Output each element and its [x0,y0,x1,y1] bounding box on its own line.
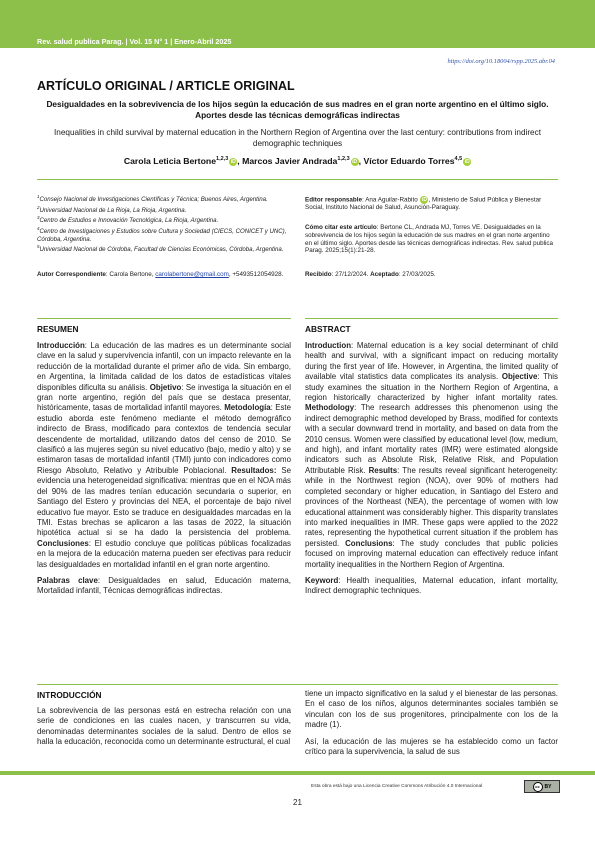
article-dates: Recibido: 27/12/2024. Aceptado: 27/03/2025. [305,271,436,278]
orcid-icon[interactable]: iD [464,158,470,165]
orcid-icon[interactable]: iD [230,158,236,165]
affiliation-item: $^1$Consejo Nacional de Investigaciones Científicas y Técnica; Buenos Aires, Argentina. [37,194,268,204]
abstract-heading: ABSTRACT [305,324,351,334]
title-english: Inequalities in child survival by maternal education in the Northern Region of Argentina over the last century: contributions from indirect demographic techniques [54,128,541,148]
resumen-heading: RESUMEN [37,324,79,334]
author-name: Marcos Javier Andrada [242,156,338,166]
affiliation-item: $^5$Universidad Nacional de Córdoba, Facultad de Ciencias Económicas, Córdoba, Argentina. [37,244,284,254]
introduccion-heading: INTRODUCCIÓN [37,690,102,700]
affiliation-item: $^3$Centro de Estudios e Innovación Tecnológica, La Rioja, Argentina. [37,215,219,225]
affiliation-item: $^2$Universidad Nacional de La Rioja, La Rioja, Argentina. [37,204,187,214]
orcid-icon[interactable]: iD [421,197,427,203]
cc-icon: cc [533,782,543,792]
footer-rule [0,771,595,775]
intro-right-column: tiene un impacto significativo en la salud y el bienestar de las personas. En el caso de los niños, algunos determinantes sociales también se vinculan con los de sus progenitores, principalmente con los de la madre (1). Así, la educación de las mujeres se ha establecido como un factor crítico para la supervivencia, la salud de sus [305,689,558,757]
divider [37,179,558,180]
doi-link[interactable]: https://doi.org/10.18004/rspp.2025.abr.04 [447,58,555,65]
author-list: Carola Leticia Bertone$^{1,2,3}$ iD , Marcos Javier Andrada$^{1,2,3}$ iD , Víctor Eduardo Torres$^{4,5}$ iD [123,156,470,166]
intro-left-column: La sobrevivencia de las personas está en estrecha relación con una serie de condiciones en las cuales nacen, y transcurren su vida, denominadas determinantes sociales de la salud. Dentro de ellos se halla la educación, reconocida como un determinante estructural, el cual [37,706,291,747]
cc-by-label: BY [544,783,552,790]
author-affiliation-ref: 4,5 [454,156,463,163]
corresponding-author: Autor Correspondiente: Carola Bertone, carolabertone@gmail.com, +5493512054928. [37,271,284,278]
resumen-body: Introducción: La educación de las madres es un determinante social clave en la salud y supervivencia infantil, con un impacto relevante en la reducción de la mortalidad durante el primer año de vida. Sin embargo, en Argentina, la limitada calidad de los datos de estadísticas vitales disponibles dificulta su análisis. Objetivo: Se investiga la situación en el gran norte argentino, región del país que se destaca presentar, históricamente, tasas de mortalidad infantil mayores. Metodología: Este estudio aborda este fenómeno mediante el método demográfico indirecto de Brass, modificado para contextos de tendencia secular descendente de mortalidad, utilizando datos del censo de 2010. Se clasificó a las mujeres según su nivel educativo (bajo, medio y alto) y se estimaron tasas de mortalidad infantil (TMI) junto con indicadores como Riesgo Absoluto, Relativo y Atribuible Poblacional. Resultados: Se evidencia una heterogeneidad significativa: mientras que en el NOA más del 90% de las madres tenían educación secundaria o superior, en Santiago del Estero y provincias del NEA, el porcentaje de bajo nivel educativo fue mayor. Esto se traduce en desigualdades marcadas en la TMI. Estas brechas se aplicaron a las tasas de 2022, la situación hipotética actual si se ha dado la persistencia del problema. Conclusiones: El estudio concluye que políticas públicas focalizadas en la mejora de la educación materna pueden ser efectivas para reducir las desigualdades en mortalidad infantil en el gran norte argentino. Palabras clave: Desigualdades en salud, Educación materna, Mortalidad infantil, Técnicas demográficas indirectas. [37,341,291,596]
title-spanish: Desigualdades en la sobrevivencia de los hijos según la educación de sus madres en el gran norte argentino en el último siglo. Aportes desde las técnicas demográficas indirectas [46,99,549,120]
author-name: Carola Leticia Bertone [123,156,217,166]
abstract-body: Introduction: Maternal education is a key social determinant of child health and survival, with a significant impact on reducing mortality during the first year of life. However, in Argentina, the limited quality of available vital statistics data complicates its analysis. Objective: This study examines the situation in the Northern Region of Argentina, a region historically characterized by higher infant mortality rates. Methodology: The research addresses this phenomenon using the indirect demographic method developed by Brass, modified for contexts with a secular downward trend in mortality, and based on data from the 2010 census. Women were classified by educational level (low, medium, and high), and infant mortality rates (IMR) were estimated alongside indicators such as Absolute Risk, Relative Risk, and Population Attributable Risk. Results: The results reveal significant heterogeneity: while in the Northwest region (NOA), over 90% of mothers had completed secondary or higher education, in Santiago del Estero and provinces of the Northeast (NEA), the percentage of women with low educational attainment was considerably higher. This disparity translates into marked inequalities in IMR. These gaps were applied to the 2022 rates, representing the hypothetical current situation if the problem has persisted. Conclusions: The study concludes that public policies focused on improving maternal education can effectively reduce infant mortality inequalities in the Northern Region of Argentina. Keyword: Health inequalities, Maternal education, infant mortality, Indirect demographic techniques. [305,341,558,596]
orcid-icon[interactable]: iD [352,158,358,165]
page-number: 21 [293,798,302,807]
resumen-keywords: Palabras clave: Desigualdades en salud, Educación materna, Mortalidad infantil, Técnicas demográficas indirectas. [37,575,291,596]
citation-info: Cómo citar este artículo: Bertone CL, Andrada MJ, Torres VE. Desigualdades en la sobrevivencia de los hijos según la educación de sus madres en el gran norte argentino en el último siglo. Aportes desde las técnicas demográficas indirectas. Rev. salud publica Parag. 2025;15(1):21-28. [305,224,554,255]
email-link[interactable]: carolabertone@gmail.com [155,271,229,278]
editor-info: Editor responsable: Ana Aguilar-Rabito iD , Ministerio de Salud Pública y Bienestar Social, Instituto Nacional de Salud, Asunción-Paraguay. [305,196,542,212]
divider [37,684,558,685]
abstract-keywords: Keyword: Health inequalities, Maternal education, infant mortality, Indirect demographic techniques. [305,575,558,596]
creative-commons-badge[interactable] [524,780,560,793]
author-affiliation-ref: 1,2,3 [337,156,350,163]
author-name: Víctor Eduardo Torres [363,156,455,166]
license-text: Esta obra está bajo una Licencia Creative Commons Atribución 4.0 Internacional [311,784,483,789]
author-affiliation-ref: 1,2,3 [216,156,229,163]
affiliations [37,193,291,254]
divider [37,318,291,319]
journal-header-bar [0,0,595,48]
divider [305,318,558,319]
journal-citation-header: Rev. salud publica Parag. | Vol. 15 N° 1 | Enero-Abril 2025 [37,37,232,46]
article-type-heading: ARTÍCULO ORIGINAL / ARTICLE ORIGINAL [37,79,295,93]
affiliation-item: $^4$Centro de Investigaciones y Estudios sobre Cultura y Sociedad (CIECS, CONICET y UNC), Córdoba, Argentina. [37,225,287,243]
